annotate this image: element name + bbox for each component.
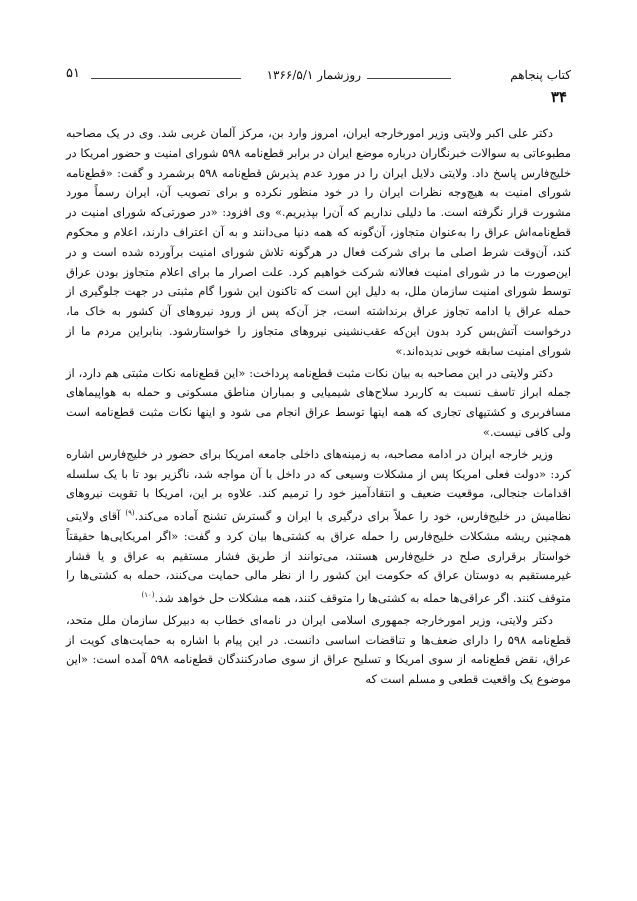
paragraph-4	[66, 611, 571, 690]
paragraph-text: دکتر علی اکبر ولایتی وزیر امورخارجه ایران، امروز وارد بن، مرکز آلمان غربی شد. وی در یک مصاحبه مطبوعاتی به سوالات خبرنگاران درباره موضع ایران در برابر قطع‌نامه ۵۹۸ شورای امنیت و حضور امریکا در خلیج‌فارس پاسخ داد. ولایتی دلایل ایران را در مورد عدم پذیرش قطع‌نامه ۵۹۸ برشمرد و گفت: «قطع‌نامه شورای امنیت به هیچ‌وجه نظرات ایران را در خود منظور نکرده و برای تصویب آن، ایران رسماً مورد مشورت قرار نگرفته است. ما دلیلی نداریم که آن‌را بپذیریم.» وی افزود: «در صورتی‌که شورای امنیت در قطع‌نامه‌اش عراق را به‌عنوان متجاوز، آن‌گونه که همه دنیا می‌دانند و به آن اعتراف دارند، اعلام و محکوم کند، آن‌وقت شرط اصلی ما برای شرکت فعال در هرگونه تلاش شورای امنیت برآورده شده است و در این‌صورت ما در شورای امنیت فعالانه شرکت خواهیم کرد. علت اصرار ما برای اعلام متجاوز بودن عراق توسط شورای امنیت سازمان ملل، به دلیل این است که تاکنون این شورا گام مثبتی در جهت جلوگیری از حمله عراق یا ادامه تجاوز عراق برنداشته است، جز آن‌که پس از ورود نیروهای آن کشور به خاک ما، درخواست آتش‌بس کرد بدون این‌که عقب‌نشینی نیروهای متجاوز را خواستارشود. بنابراین مردم ما از شورای امنیت سابقه خوبی ندیده‌اند.»	[66, 126, 572, 358]
running-header	[66, 62, 571, 106]
paragraph-text: دکتر ولایتی در این مصاحبه به بیان نکات مثبت قطع‌نامه پرداخت: «این قطع‌نامه نکات مثبتی هم دارد، از جمله ابراز تاسف نسبت به کاربرد سلاح‌های شیمیایی و بمباران مناطق مسکونی و حمله به هواپیماهای مسافربری و کشتیهای تجاری که همه اینها توسط عراق انجام می شود و اینها نکات مثبت قطع‌نامه است ولی کافی نیست.»	[66, 365, 571, 439]
paragraph-3	[66, 445, 571, 609]
book-title: کتاب پنجاهم	[510, 68, 571, 82]
chapter-number: ۳۴	[550, 88, 567, 106]
paragraph-1	[66, 124, 571, 362]
paragraph-text-continued: آقای ولایتی همچنین ریشه مشکلات خلیج‌فارس را حمله عراق به کشتی‌ها بیان کرد و گفت: «اگر امریکایی‌ها حقیقتاً خواستار برقراری صلح در خلیج‌فارس هستند، می‌توانند از طریق فشار مستقیم به عراق و یا فشار غیرمستقیم به دوستان عراق که حکومت این کشور را از نظر مالی حمایت می‌کنند، حمله به کشتی‌ها را متوقف کنند. اگر عراقی‌ها حمله به کشتی‌ها را متوقف کنند، همه مشکلات حل خواهد شد.	[66, 508, 571, 605]
footnote-marker: (۹)	[125, 509, 135, 518]
header-rule	[367, 78, 451, 79]
paragraph-text: وزیر خارجه ایران در ادامه مصاحبه، به زمینه‌های داخلی جامعه امریکا برای حضور در خلیج‌فارس اشاره کرد: «دولت فعلی امریکا پس از مشکلات وسیعی که در داخل با آن مواجه شد، ناگزیر بود تا با یک سلسله اقدامات جنجالی، موقعیت ضعیف و انتقادآمیز خود را ترمیم کند. علاوه بر این، امریکا با تقویت نیروهای نظامیش در خلیج‌فارس، خود را عملاً برای درگیری با ایران و گسترش تشنج آماده می‌کند.	[66, 446, 571, 523]
footnote-marker: (۱۰)	[141, 591, 155, 600]
paragraph-text: دکتر ولایتی، وزیر امورخارجه جمهوری اسلامی ایران در نامه‌ای خطاب به دبیرکل سازمان ملل متحد، قطع‌نامه ۵۹۸ را دارای ضعف‌ها و تناقضات اساسی دانست. در این پیام با اشاره به حمایت‌های کویت از عراق، نقض قطع‌نامه از سوی امریکا و تسلیح عراق از سوی صادرکنندگان قطع‌نامه ۵۹۸ آمده است: «این موضوع یک واقعیت قطعی و مسلم است که	[66, 612, 571, 687]
header-rule	[91, 78, 241, 79]
paragraph-2	[66, 364, 571, 443]
body-text	[66, 124, 571, 690]
page-number: ۵۱	[66, 66, 80, 81]
diary-date: روزشمار ۱۳۶۶/۵/۱	[266, 68, 361, 82]
